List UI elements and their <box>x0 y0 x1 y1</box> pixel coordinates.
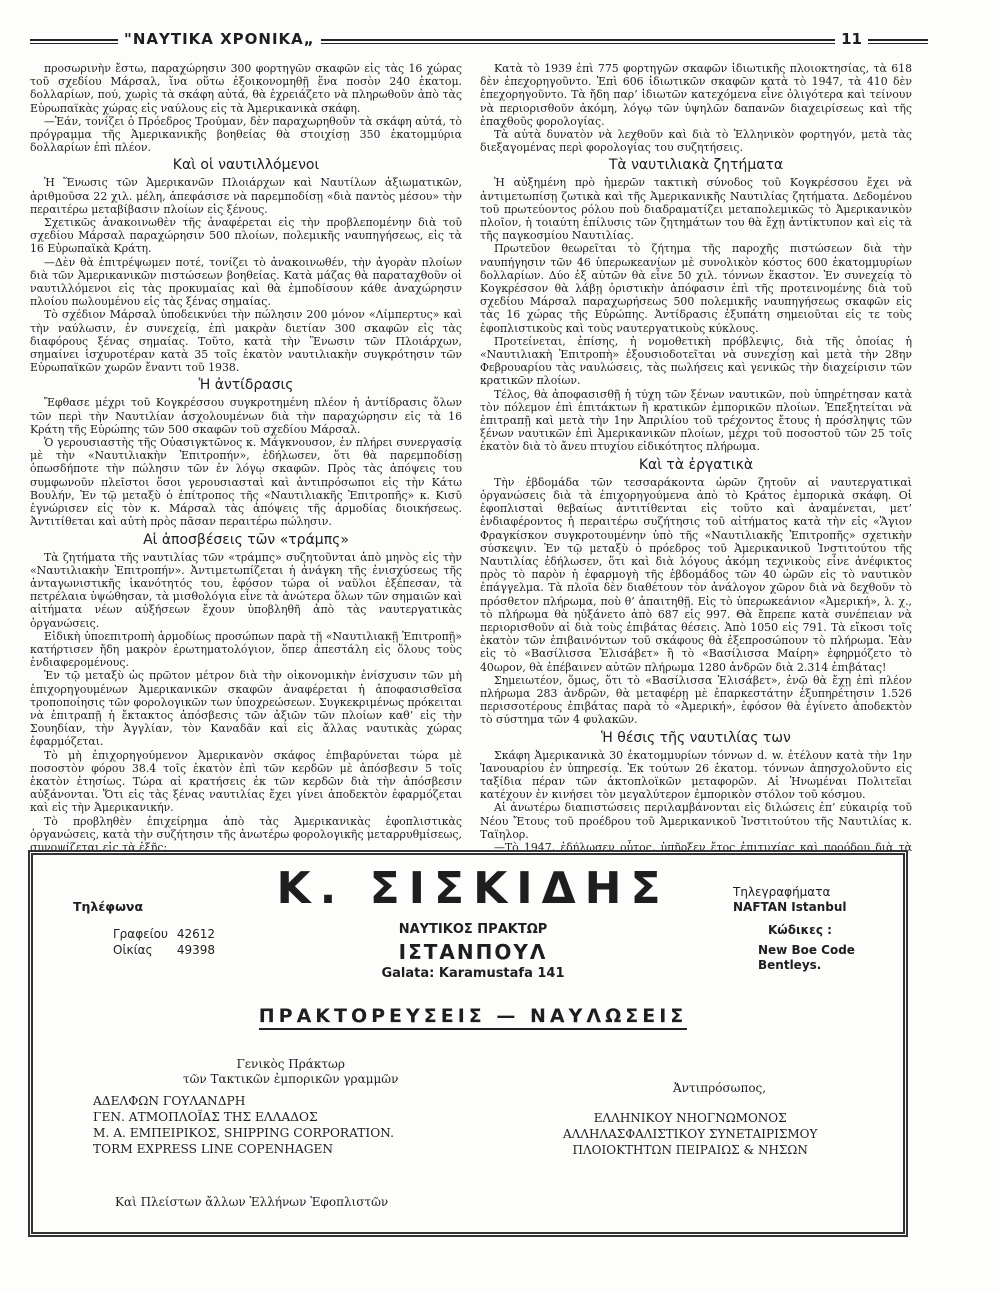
paragraph: Κατὰ τὸ 1939 ἐπὶ 775 φορτηγῶν σκαφῶν ἰδιωτικῆς πλοιοκτησίας, τὰ 618 δὲν ἐπεχορηγοῦντο. Ἐπὶ 606 ἰδιωτικῶν σκαφῶν κατὰ τὸ 1947, τὰ 410 δὲν ἐπεχορηγοῦντο. Τὰ ἤδη παρ’ ἰδιωτῶν κατεχόμενα εἶνε ὀλιγότερα καὶ τείνουν νὰ περιορισθοῦν ἀκόμη, λόγῳ τῶν ὑψηλῶν δαπανῶν διαχειρίσεως καὶ τῆς ἐπαχθοῦς φορολογίας. <box>480 62 912 128</box>
paragraph: Ἡ αὐξημένη πρὸ ἡμερῶν τακτικὴ σύνοδος τοῦ Κογκρέσσου ἔχει νὰ ἀντιμετωπίσῃ ζωτικὰ καὶ τῆς Ἀμερικανικῆς Ναυτιλίας ζητήματα. Δεδομένου τοῦ πρωτεύοντος ρόλου ποὺ διαδραματίζει μεταπολεμικῶς τὸ Ἀμερικανικὸν πλοῖον, ἡ τοιαύτη ἐπίλυσις τῶν ζητημάτων του θὰ ἔχῃ ἀντίκτυπον καὶ εἰς τὰ τῆς παγκοσμίου Ναυτιλίας. <box>480 176 912 243</box>
representative-label: Ἀντιπρόσωπος, <box>673 1081 767 1095</box>
representation-line: ΑΛΛΗΛΑΣΦΑΛΙΣΤΙΚΟΥ ΣΥΝΕΤΑΙΡΙΣΜΟΥ <box>563 1127 818 1141</box>
paragraph: Ἐν τῷ μεταξὺ ὡς πρῶτον μέτρον διὰ τὴν οἰκονομικὴν ἐνίσχυσιν τῶν μὴ ἐπιχορηγουμένων Ἀμερικανικῶν σκαφῶν ἀναφέρεται ἡ ἀποφασισθεῖσα τροποποίησις τῶν φορολογικῶν των ὑποχρεώσεων. Συγκεκριμένως πρόκειται νὰ ἐπιτραπῇ ἡ ἔκτακτος ἀπόσβεσις τῶν ἀξιῶν τῶν πλοίων καθ’ εἰς τὴν Σουηδίαν, τὴν Ἀγγλίαν, τὸν Καναδᾶν καὶ εἰς ἄλλας ναυτικὰς χώρας ἐφαρμόζεται. <box>30 669 462 749</box>
paragraph: —Τὸ 1947, ἐδήλωσεν οὗτος, ὑπῆρξεν ἔτος ἐπιτυχίας καὶ προόδου διὰ τὰ <box>494 840 912 852</box>
paragraph: Τὸ σχέδιον Μάρσαλ ὑποδεικνύει τὴν πώλησιν 200 μόνον «Λίμπερτυς» καὶ τὴν ναύλωσιν, ἐν συνεχείᾳ, ἐπὶ μακρὰν διετίαν 300 σκαφῶν εἰς τὰς διαφόρους ξένας σημαίας. Τοῦτο, κατὰ τὴν Ἕνωσιν τῶν Πλοιάρχων, σημαίνει ἰσχυροτέραν κατὰ 35 τοῖς ἑκατὸν ναυτιλιακὴν συγκρότησιν τῶν Εὐρωπαϊκῶν χωρῶν ἔναντι τοῦ 1938. <box>30 308 462 375</box>
agency-line: ΓΕΝ. ΑΤΜΟΠΛΟΪΑΣ ΤΗΣ ΕΛΛΑΔΟΣ <box>93 1110 318 1124</box>
phone-home-label: Οἰκίας <box>113 943 153 957</box>
agency-line: Μ. Α. ΕΜΠΕΙΡΙΚΟΣ, SHIPPING CORPORATION. <box>93 1126 394 1140</box>
phone-office-number: 42612 <box>176 927 216 941</box>
right-column <box>480 62 912 852</box>
paragraph: Αἱ ἀνωτέρω διαπιστώσεις περιλαμβάνονται εἰς διλώσεις ἐπ’ εὐκαιρίᾳ τοῦ Νέου Ἔτους τοῦ προέδρου τοῦ Ἀμερικανικοῦ Ἰνστιτούτου τῆς Ναυτιλίας κ. Ταϊηλορ. <box>480 801 912 841</box>
section-heading: Τὰ ναυτιλιακὰ ζητήματα <box>608 157 784 174</box>
publication-title: "ΝΑΥΤΙΚΑ ΧΡΟΝΙΚΑ„ <box>118 30 321 48</box>
phone-office-label: Γραφείου <box>113 927 168 941</box>
phone-home-number: 49398 <box>176 943 216 957</box>
running-head <box>30 30 928 54</box>
agency-line: ΑΔΕΛΦΩΝ ΓΟΥΛΑΝΔΡΗ <box>93 1094 246 1108</box>
telegrams-title: Τηλεγραφήματα <box>733 885 831 899</box>
paragraph: Σκάφη Ἀμερικανικὰ 30 ἑκατομμυρίων τόννων d. w. ἐτέλουν κατὰ τὴν 1ην Ἰανουαρίου ἐν ὑπηρεσίᾳ. Ἐκ τούτων 26 ἑκατομ. τόννων ἀπησχολοῦντο εἰς ταξίδια πέραν τῶν ἀκτοπλοϊκῶν μεταφορῶν. Αἱ Ἡνωμέναι Πολιτεῖαι κατέχουν ἐν κινήσει τὸν μεγαλύτερον ἐμπορικὸν στόλον τοῦ κόσμου. <box>480 748 912 802</box>
telegram-address: NAFTAN Istanbul <box>733 900 847 914</box>
services-heading <box>33 1005 913 1027</box>
company-role: ΝΑΥΤΙΚΟΣ ΠΡΑΚΤΩΡ <box>398 922 548 937</box>
paragraph: Σχετικῶς ἀνακοινωθὲν τῆς ἀναφέρεται εἰς τὴν προβλεπομένην διὰ τοῦ σχεδίου Μάρσαλ παραχώρησιν 500 πλοίων, πολεμικῆς ναυπηγήσεως, εἰς τὰ 16 Εὐρωπαϊκὰ Κράτη. <box>30 216 462 256</box>
section-heading: Ἡ θέσις τῆς ναυτιλίας των <box>601 729 791 746</box>
paragraph: Τὰ ζητήματα τῆς ναυτιλίας τῶν «τράμπς» συζητοῦνται ἀπὸ μηνὸς εἰς τὴν «Ναυτιλιακὴν Ἐπιτροπήν». Ἀντιμετωπίζεται ἡ ἀνάγκη τῆς ἐνισχύσεως τῆς ἀνταγωνιστικῆς ἱκανότητός του, ἐφόσον τώρα οἱ ναῦλοι ἐξέπεσαν, τὰ πετρέλαια ὑψώθησαν, τὰ μισθολόγια εἶνε τὰ ἀνώτερα ὅλων τῶν σημαιῶν καὶ αἰτήματα νέων αὐξήσεων ἔχουν ὑποβληθῆ ἀπὸ τὰς ναυτεργατικὰς ὀργανώσεις. <box>30 550 462 630</box>
company-name: Κ. ΣΙΣΚΙΔΗΣ <box>276 863 670 914</box>
paragraph: προσωρινὴν ἔστω, παραχώρησιν 300 φορτηγῶν σκαφῶν εἰς τὰς 16 χώρας τοῦ σχεδίου Μάρσαλ, ἵνα οὕτω ἐξοικονομηθῇ ἕνα ποσὸν 240 ἑκατομ. δολλαρίων, πού, χωρὶς τὰ σκάφη αὐτά, θὰ ἐχρειάζετο νὰ πληρωθοῦν ἀπὸ τὰς Εὐρωπαϊκὰς χώρας εἰς ναύλους εἰς τὰ Ἀμερικανικὰ σκάφη. <box>30 62 462 115</box>
section-heading: Καὶ τὰ ἐργατικὰ <box>638 456 754 473</box>
paragraph: —Ἐάν, τονίζει ὁ Πρόεδρος Τρούμαν, δὲν παραχωρηθοῦν τὰ σκάφη αὐτά, τὸ πρόγραμμα τῆς Ἀμερικανικῆς βοηθείας θὰ στοιχίσῃ 350 ἑκατομμύρια δολλαρίων ἐπὶ πλέον. <box>30 114 462 155</box>
paragraph: Τὸ μὴ ἐπιχορηγούμενον Ἀμερικανὸν σκάφος ἐπιβαρύνεται τώρα μὲ ποσοστὸν φόρου 38.4 τοῖς ἑκατὸν ἐπὶ τῶν κερδῶν μὲ ἀπόσβεσιν 5 τοῖς ἑκατὸν ἐτησίως. Τώρα αἱ κρατήσεις ἐκ τῶν κερδῶν διὰ τὴν ἀπόσβεσιν αὐξάνονται. Ὅτι εἰς τὰς ξένας ναυτιλίας ἔχει γίνει ἀποδεκτὸν ἐφαρμόζεται καὶ εἰς τὴν Ἀμερικανικήν. <box>30 748 462 815</box>
page-number: 11 <box>835 30 868 48</box>
phones-title: Τηλέφωνα <box>73 899 144 914</box>
company-address: Galata: Karamustafa 141 <box>381 966 565 981</box>
general-agent-line-1: Γενικὸς Πράκτωρ <box>236 1057 345 1071</box>
company-city: ΙΣΤΑΝΠΟΥΛ <box>398 940 548 964</box>
codes-title: Κώδικες : <box>768 923 832 937</box>
left-column <box>30 62 462 852</box>
agency-line: TORM EXPRESS LINE COPENHAGEN <box>93 1142 334 1156</box>
representation-list <box>563 1110 817 1158</box>
paragraph: Τὸ προβληθὲν ἐπιχείρημα ἀπὸ τὰς Ἀμερικανικὰς ἐφοπλιστικὰς ὀργανώσεις, κατὰ τὴν συζήτησιν τῆς ἀνωτέρω φορολογικῆς μεταρρυθμίσεως, συνοψίζεται εἰς τὰ ἑξῆς: <box>30 814 462 852</box>
advertisement-box <box>28 850 908 1237</box>
general-agent-line-2: τῶν Τακτικῶν ἐμπορικῶν γραμμῶν <box>183 1072 399 1086</box>
section-heading: Ἡ ἀντίδρασις <box>198 377 294 394</box>
paragraph: Τὰ αὐτὰ δυνατὸν νὰ λεχθοῦν καὶ διὰ τὸ Ἑλληνικὸν φορτηγόν, μετὰ τὰς διεξαγομένας περὶ φορολογίας του συζητήσεις. <box>480 128 912 155</box>
paragraph: Τέλος, θὰ ἀποφασισθῇ ἡ τύχη τῶν ξένων ναυτικῶν, ποὺ ὑπηρέτησαν κατὰ τὸν πόλεμον ἐπὶ ἐπιτάκτων ἢ κρατικῶν ἐμπορικῶν πλοίων. Ἐπεξητείται νὰ ἐπιτραπῇ καὶ μετὰ τὴν 1ην Ἀπριλίου τοῦ τρέχοντος ἔτους ἡ πρόσληψις τῶν ξένων ναυτικῶν ἐπὶ Ἀμερικανικῶν πλοίων, μέχρι τοῦ ποσοστοῦ τῶν 25 τοῖς ἑκατὸν διὰ τὸ ἄνευ πτυχίου εἰδικότητος πλήρωμα. <box>480 387 912 454</box>
paragraph: Τὴν ἑβδομάδα τῶν τεσσαράκοντα ὡρῶν ζητοῦν αἱ ναυτεργατικαὶ ὀργανώσεις διὰ τὰ ἐπιχορηγούμενα ἀπὸ τὸ Κράτος ἐμπορικὰ σκάφη. Οἱ ἐφοπλισταὶ θεβαίως ἀντιτίθενται εἰς τοῦτο καὶ ἀναμένεται, μετ’ ἐνδιαφέροντος ἡ περαιτέρω συζήτησις τοῦ αἰτήματος κατὰ τὴν εἰς «Ἅγιον Φραγκίσκον συγκροτουμένην ὑπὸ τῆς «Ναυτιλιακῆς Ἐπιτροπῆς» σχετικὴν σύσκεψιν. Ἐν τῷ μεταξὺ ὁ πρόεδρος τοῦ Ἀμερικανικοῦ Ἰνστιτούτου τῆς Ναυτιλίας ἐδήλωσεν, ὅτι καὶ διὰ λόγους ἀκόμη τεχνικοὺς εἶνε ἀνέφικτος πρὸς τὸ παρὸν ἡ ἐφαρμογὴ τῆς ἑβδομάδος τῶν 40 ὡρῶν εἰς τὸ ναυτικὸν ἐπάγγελμα. Τὰ πλοῖα δὲν διαθέτουν τὸν ἀνάλογον χῶρον διὰ νὰ δεχθοῦν τὸ πρόσθετον πλήρωμα, ποὺ θ’ ἀπαιτηθῇ. Εἰς τὸ ὑπερωκεάνιον «Ἀμερική», λ. χ., τὸ πλήρωμα θὰ ηὐξάνετο ἀπὸ 687 εἰς 997. Θὰ ἔπρεπε κατὰ συνέπειαν νὰ περιορισθοῦν αἱ διὰ τοὺς ἐπιβάτας θέσεις. Ἀπὸ 1050 εἰς 791. Τὰ εἴκοσι τοῖς ἑκατὸν τῶν ἐπιβαινόντων τοῦ σκάφους θὰ ἐξεπροσώπουν τὸ πλήρωμα. Ἐὰν εἰς τὸ «Βασίλισσα Ἐλισάβετ» ἢ τὸ «Βασίλισσα Μαίρη» ἐφηρμόζετο τὸ 40ωρον, θὰ ἐπέβαινεν αὐτῶν πλήρωμα 1280 ἀνδρῶν διὰ 2.314 ἐπιβάτας! <box>480 475 912 674</box>
section-heading: Αἱ ἀποσβέσεις τῶν «τράμπς» <box>143 531 349 548</box>
closing-line: Καὶ Πλείστων ἄλλων Ἑλλήνων Ἐφοπλιστῶν <box>115 1195 389 1209</box>
services-text: ΠΡΑΚΤΟΡΕΥΣΕΙΣ — ΝΑΥΛΩΣΕΙΣ <box>259 1005 688 1030</box>
representation-line: ΠΛΟΙΟΚΤΗΤΩΝ ΠΕΙΡΑΙΩΣ & ΝΗΣΩΝ <box>572 1143 808 1157</box>
paragraph: Ἡ Ἕνωσις τῶν Ἀμερικανῶν Πλοιάρχων καὶ Ναυτίλων ἀξιωματικῶν, ἀριθμοῦσα 22 χιλ. μέλη, ἀπεφάσισε νὰ παρεμποδίσῃ «διὰ παντὸς μέσου» τὴν περαιτέρω μεταβίβασιν πλοίων εἰς ξένους. <box>30 176 462 216</box>
paragraph: —Δὲν θὰ ἐπιτρέψωμεν ποτέ, τονίζει τὸ ἀνακοινωθέν, τὴν ἀγορὰν πλοίων διὰ τῶν Ἀμερικανικῶν πιστώσεων βοηθείας. Κατὰ μάζας θὰ παραταχθοῦν οἱ ναυτιλλόμενοι εἰς τὰς προκυμαίας καὶ θὰ ἐμποδίσουν κάθε ἀναχώρησιν πλοίου πωλουμένου εἰς τὰς ξένας σημαίας. <box>30 255 462 309</box>
paragraph: Σημειωτέον, ὅμως, ὅτι τὸ «Βασίλισσα Ἐλισάβετ», ἐνῷ θὰ ἔχῃ ἐπὶ πλέον πλήρωμα 283 ἀνδρῶν, θὰ μεταφέρῃ μὲ ἐπαρκεστάτην ἐξυπηρέτησιν 1.526 περισσοτέρους ἐπιβάτας παρὰ τὸ «Ἀμερική», ἐφόσον θὰ ἐγίνετο ἀποδεκτὸν τὸ σύστημα τῶν 4 φυλακῶν. <box>480 673 912 727</box>
code-2: Bentleys. <box>758 958 822 972</box>
representation-line: ΕΛΛΗΝΙΚΟΥ ΝΗΟΓΝΩΜΟΝΟΣ <box>593 1111 787 1125</box>
paragraph: Προτείνεται, ἐπίσης, ἡ νομοθετικὴ πρόβλεψις, διὰ τῆς ὁποίας ἡ «Ναυτιλιακὴ Ἐπιτροπὴ» ἐξουσιοδοτεῖται νὰ συνεχίσῃ καὶ μετὰ τὴν 28ην Φεβρουαρίου τὰς ναυλώσεις, τὰς πωλήσεις καὶ γενικῶς τὴν διαχείρισιν τῶν κρατικῶν πλοίων. <box>480 334 912 388</box>
general-agent <box>183 1057 398 1087</box>
section-heading: Καὶ οἱ ναυτιλλόμενοι <box>172 157 320 174</box>
code-1: New Boe Code <box>758 943 855 957</box>
paragraph: Ἔφθασε μέχρι τοῦ Κογκρέσσου συγκροτημένη πλέον ἡ ἀντίδρασις ὅλων τῶν περὶ τὴν Ναυτιλίαν ἀσχολουμένων διὰ τὴν παραχώρησιν εἰς τὰ 16 Κράτη τῆς Εὐρώπης τῶν 500 σκαφῶν τοῦ σχεδίου Μάρσαλ. <box>30 396 462 436</box>
paragraph: Εἰδικὴ ὑποεπιτροπὴ ἁρμοδίως προσώπων παρὰ τῇ «Ναυτιλιακῇ Ἐπιτροπῇ» κατήρτισεν ἤδη μακρὸν ἐρωτηματολόγιον, ὅπερ ἀπεστάλη εἰς ὅλους τοὺς ἐνδιαφερομένους. <box>30 629 462 670</box>
agency-lines-list <box>93 1093 394 1157</box>
paragraph: Ὁ γερουσιαστὴς τῆς Οὐασιγκτῶνος κ. Μάγκνουσον, ἐν πλήρει συνεργασίᾳ μὲ τὴν «Ναυτιλιακὴν Ἐπιτροπήν», ἐδήλωσεν, ὅτι θὰ παρεμποδίσῃ ὁπωσδήποτε τὴν πώλησιν τῶν ἐν λόγῳ σκαφῶν. Πρὸς τὰς ἀπόψεις του συμφωνοῦν πλεῖστοι ὅσοι γερουσιασταὶ καὶ ἀντιπρόσωποι εἰς τὴν Κάτω Βουλήν, Ἐν τῷ μεταξὺ ὁ ἐπίτροπος τῆς «Ναυτιλιακῆς Ἐπιτροπῆς» κ. Κισῦ ἐγνώρισεν εἰς τὸν κ. Μάρσαλ τὰς ἀπόψεις τῆς ἁρμοδίας διοικήσεως. Ἀντιτίθεται καὶ αὐτὴ πρὸς πᾶσαν περαιτέρω πώλησιν. <box>30 436 462 529</box>
paragraph: Πρωτεῦον θεωρεῖται τὸ ζήτημα τῆς παροχῆς πιστώσεων διὰ τὴν ναυπήγησιν τῶν 46 ὑπερωκεανίων μὲ συνολικὸν κόστος 600 ἑκατομμυρίων δολλαρίων. Δύο ἐξ αὐτῶν θὰ εἶνε 50 χιλ. τόννων ἕκαστον. Ἐν συνεχείᾳ τὸ Κογκρέσσον θὰ λάβῃ ὁριστικὴν ἀπόφασιν ἐπὶ τῆς προτεινομένης διὰ τοῦ σχεδίου Μάρσαλ παραχωρήσεως 500 πολεμικῆς ναυπηγήσεως σκαφῶν εἰς τὰς 16 χώρας τῆς Εὐρώπης. Ἀντίδρασις ἐξυπάτη σημειοῦται εἰς τε τοὺς ἐφοπλιστικοὺς καὶ τοὺς ναυτεργατικοὺς κύκλους. <box>480 242 912 335</box>
